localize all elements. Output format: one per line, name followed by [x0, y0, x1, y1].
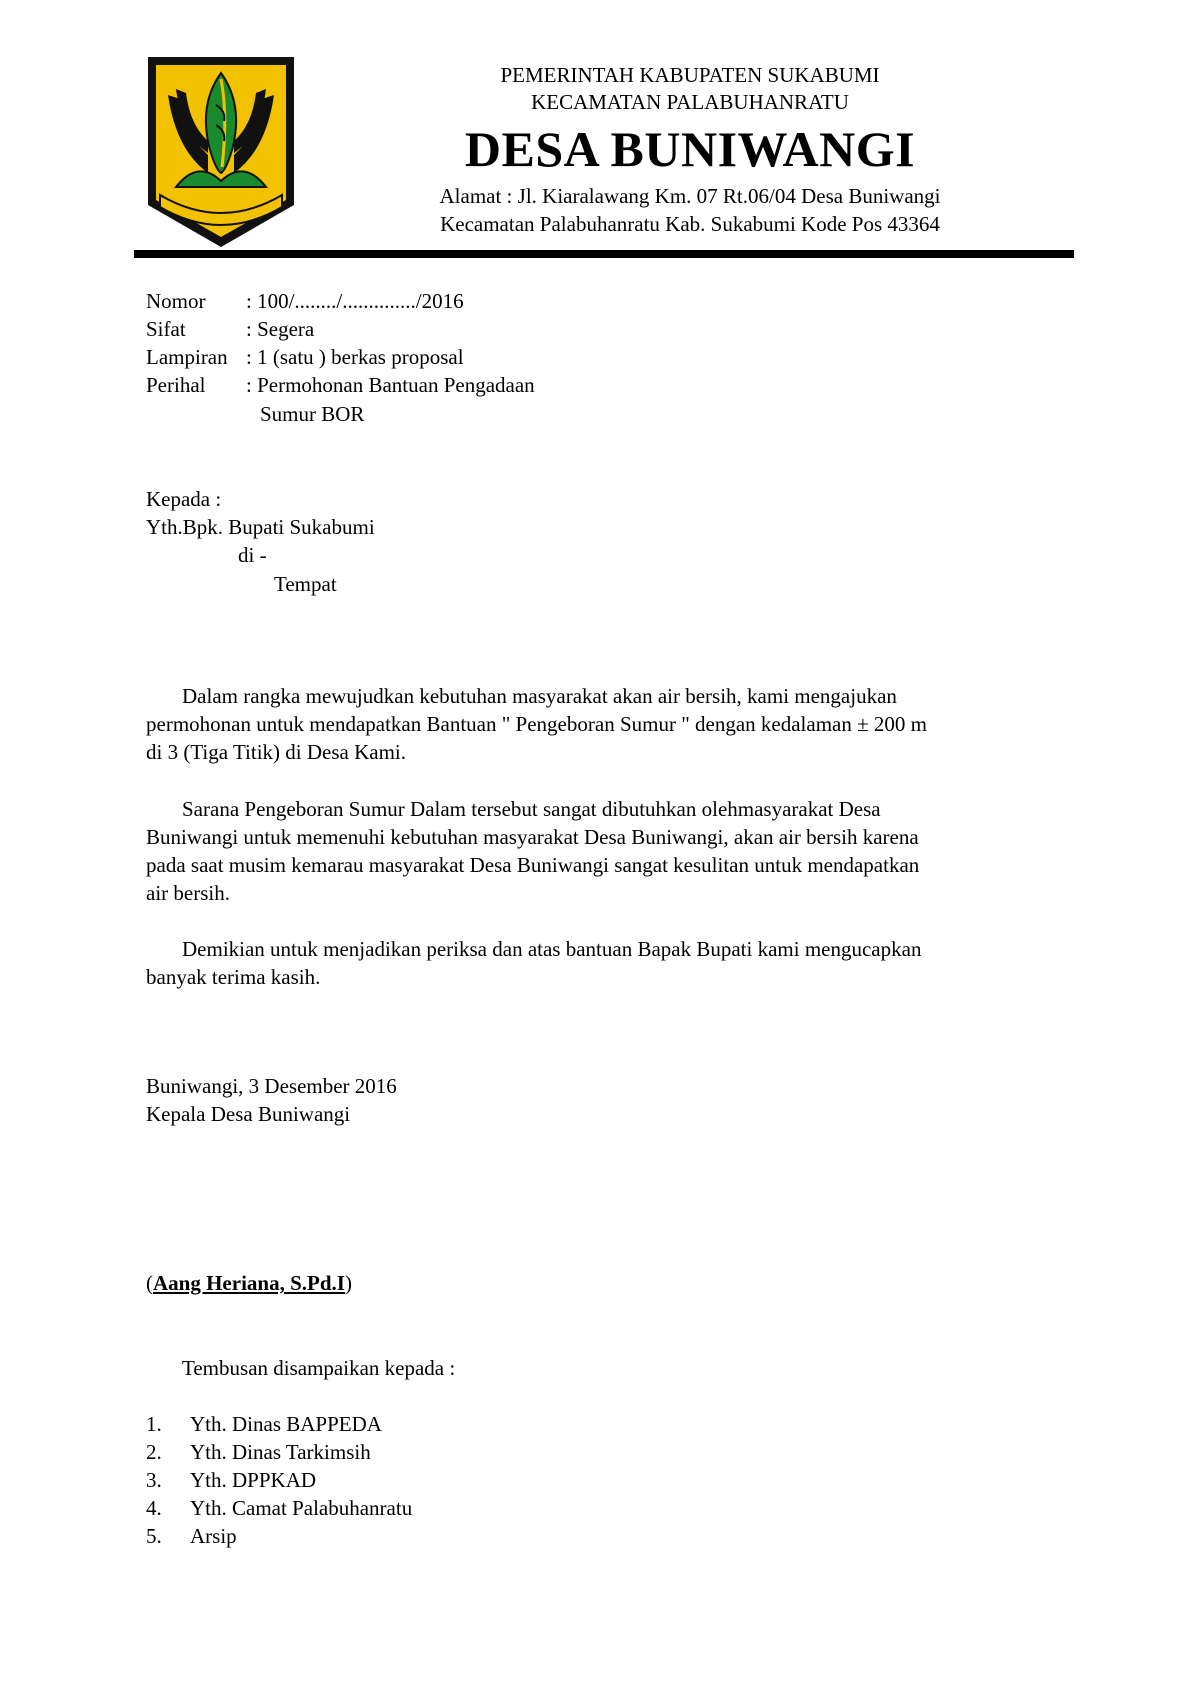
body-paragraph-3: [146, 935, 1066, 991]
signatory-name-text: Aang Heriana, S.Pd.I: [153, 1271, 345, 1295]
list-item-number: 1.: [146, 1412, 162, 1436]
sifat-label: Sifat: [146, 317, 186, 341]
body-paragraph-1-line: Dalam rangka mewujudkan kebutuhan masyarakat akan air bersih, kami mengajukan: [182, 684, 897, 708]
perihal-value-continued: Sumur BOR: [260, 402, 365, 426]
list-item-text: Yth. Camat Palabuhanratu: [190, 1496, 413, 1520]
list-item-text: Arsip: [190, 1524, 237, 1548]
letterhead-district: KECAMATAN PALABUHANRATU: [531, 90, 849, 114]
list-item-number: 4.: [146, 1496, 162, 1520]
body-paragraph-3-line: Demikian untuk menjadikan periksa dan atas bantuan Bapak Bupati kami mengucapkan: [182, 937, 922, 961]
body-paragraph-1-line: permohonan untuk mendapatkan Bantuan " Pengeboran Sumur " dengan kedalaman ± 200 m: [146, 712, 927, 736]
recipient-heading: Kepada :: [146, 487, 222, 511]
list-item-number: 5.: [146, 1524, 162, 1548]
place-date: Buniwangi, 3 Desember 2016: [146, 1074, 397, 1098]
perihal-value: : Permohonan Bantuan Pengadaan: [246, 373, 535, 397]
lampiran-value: : 1 (satu ) berkas proposal: [246, 345, 464, 369]
body-paragraph-2-line: Sarana Pengeboran Sumur Dalam tersebut sangat dibutuhkan olehmasyarakat Desa: [182, 797, 881, 821]
list-item-text: Yth. DPPKAD: [190, 1468, 317, 1492]
cc-heading: Tembusan disampaikan kepada :: [182, 1356, 456, 1380]
body-paragraph-2: [146, 795, 1066, 907]
body-paragraph-1-line: di 3 (Tiga Titik) di Desa Kami.: [146, 740, 406, 764]
body-paragraph-2-line: air bersih.: [146, 881, 230, 905]
recipient-name: Yth.Bpk. Bupati Sukabumi: [146, 515, 375, 539]
letterhead-address-line-2: Kecamatan Palabuhanratu Kab. Sukabumi Kode Pos 43364: [440, 212, 940, 236]
nomor-label: Nomor: [146, 289, 206, 313]
signatory-name: [146, 1270, 352, 1296]
list-item-number: 2.: [146, 1440, 162, 1464]
recipient-di: di -: [238, 543, 267, 567]
letterhead-address-line-1: Alamat : Jl. Kiaralawang Km. 07 Rt.06/04 Desa Buniwangi: [439, 184, 941, 208]
letterhead-village-title: DESA BUNIWANGI: [464, 121, 916, 177]
perihal-label: Perihal: [146, 373, 206, 397]
lampiran-label: Lampiran: [146, 345, 228, 369]
list-item-text: Yth. Dinas Tarkimsih: [190, 1440, 371, 1464]
signatory-close-paren: ): [344, 1271, 352, 1295]
kabupaten-sukabumi-emblem-icon: [146, 55, 296, 249]
body-paragraph-3-line: banyak terima kasih.: [146, 965, 321, 989]
letterhead-government: PEMERINTAH KABUPATEN SUKABUMI: [500, 63, 880, 87]
letterhead-divider: [134, 250, 1074, 258]
list-item-text: Yth. Dinas BAPPEDA: [190, 1412, 382, 1436]
recipient-place: Tempat: [274, 572, 337, 596]
body-paragraph-2-line: pada saat musim kemarau masyarakat Desa Buniwangi sangat kesulitan untuk mendapatkan: [146, 853, 920, 877]
signatory-position: Kepala Desa Buniwangi: [146, 1102, 351, 1126]
list-item-number: 3.: [146, 1468, 162, 1492]
body-paragraph-1: [146, 682, 1066, 766]
sifat-value: : Segera: [246, 317, 315, 341]
nomor-value: : 100/......../............../2016: [246, 289, 464, 313]
body-paragraph-2-line: Buniwangi untuk memenuhi kebutuhan masyarakat Desa Buniwangi, akan air bersih karena: [146, 825, 919, 849]
signatory-open-paren: (: [146, 1271, 153, 1295]
